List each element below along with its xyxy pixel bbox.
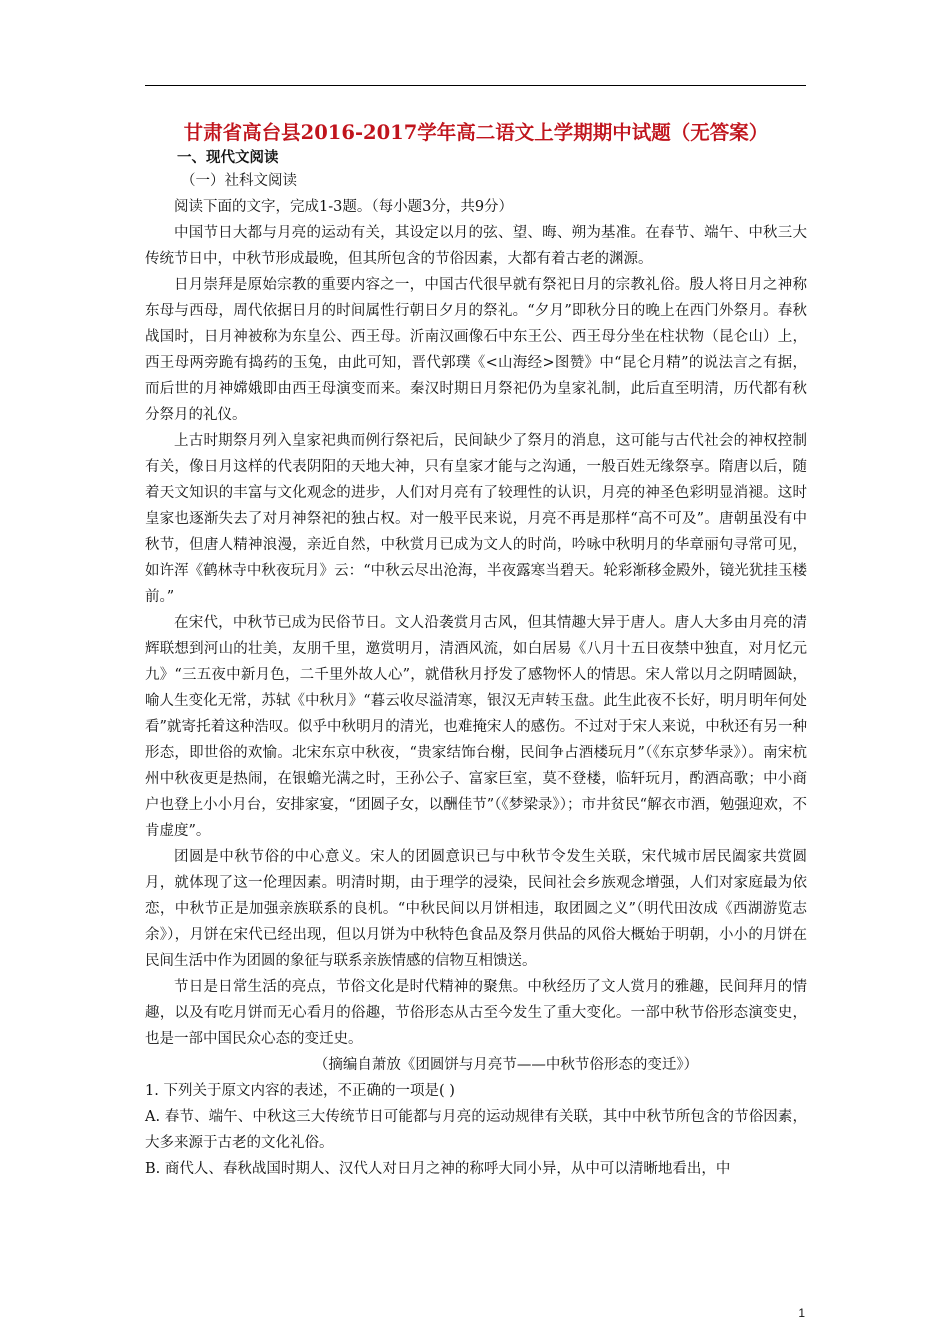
paragraph-4: 在宋代，中秋节已成为民俗节日。文人沿袭赏月古风，但其情趣大异于唐人。唐人大多由月亮的清辉联想到河山的壮美，友朋千里，邀赏明月，清酒风流，如白居易《八月十五日夜禁中独直，对月忆元九》“三五夜中新月色，二千里外故人心”，就借秋月抒发了感物怀人的情思。宋人常以月之阴晴圆缺，喻人生变化无常，苏轼《中秋月》“暮云收尽溢清寒，银汉无声转玉盘。此生此夜不长好，明月明年何处看”就寄托着这种浩叹。似乎中秋明月的清光，也难掩宋人的感伤。不过对于宋人来说，中秋还有另一种形态，即世俗的欢愉。北宋东京中秋夜，“贵家结饰台榭，民间争占酒楼玩月”（《东京梦华录》）。南宋杭州中秋夜更是热闹，在银蟾光满之时，王孙公子、富家巨室，莫不登楼，临轩玩月，酌酒高歌；中小商户也登上小小月台，安排家宴，“团圆子女，以酬佳节”（《梦梁录》）；市井贫民“解衣市酒，勉强迎欢，不肯虚度”。	[145, 615, 807, 839]
paragraph-5: 团圆是中秋节俗的中心意义。宋人的团圆意识已与中秋节令发生关联，宋代城市居民阖家共赏圆月，就体现了这一伦理因素。明清时期，由于理学的浸染，民间社会乡族观念增强，人们对家庭最为依恋，中秋节正是加强亲族联系的良机。“中秋民间以月饼相违，取团圆之义”（明代田汝成《西湖游览志余》），月饼在宋代已经出现，但以月饼为中秋特色食品及祭月供品的风俗大概始于明朝，小小的月饼在民间生活中作为团圆的象征与联系亲族情感的信物互相馈送。	[145, 849, 807, 969]
paragraph-1: 中国节日大都与月亮的运动有关，其设定以月的弦、望、晦、朔为基准。在春节、端午、中秋三大传统节日中，中秋节形成最晚，但其所包含的节俗因素，大都有着古老的渊源。	[145, 225, 807, 267]
paragraph-2: 日月崇拜是原始宗教的重要内容之一，中国古代很早就有祭祀日月的宗教礼俗。殷人将日月之神称东母与西母，周代依据日月的时间属性行朝日夕月的祭礼。“夕月”即秋分日的晚上在西门外祭月。春秋战国时，日月神被称为东皇公、西王母。沂南汉画像石中东王公、西王母分坐在柱状物（昆仑山）上，西王母两旁跪有捣药的玉兔，由此可知，晋代郭璞《<山海经>图赞》中“昆仑月精”的说法言之有据，而后世的月神嫦娥即由西王母演变而来。秦汉时期日月祭祀仍为皇家礼制，此后直至明清，历代都有秋分祭月的礼仪。	[145, 277, 807, 423]
subsection-heading: （一）社科文阅读	[181, 173, 297, 189]
option-b: B. 商代人、春秋战国时期人、汉代人对日月之神的称呼大同小异，从中可以清晰地看出，中	[145, 1161, 731, 1177]
paragraph-3: 上古时期祭月列入皇家祀典而例行祭祀后，民间缺少了祭月的消息，这可能与古代社会的神权控制有关，像日月这样的代表阴阳的天地大神，只有皇家才能与之沟通，一般百姓无缘祭享。隋唐以后，随着天文知识的丰富与文化观念的进步，人们对月亮有了较理性的认识，月亮的神圣色彩明显消褪。这时皇家也逐渐失去了对月神祭祀的独占权。对一般平民来说，月亮不再是那样“高不可及”。唐朝虽没有中秋节，但唐人精神浪漫，亲近自然，中秋赏月已成为文人的时尚，吟咏中秋明月的华章丽句寻常可见，如许浑《鹤林寺中秋夜玩月》云：“中秋云尽出沧海，半夜露寒当碧天。轮彩渐移金殿外，镜光犹挂玉楼前。”	[145, 433, 807, 605]
page-number: 1	[798, 1306, 805, 1320]
question-1: 1. 下列关于原文内容的表述，不正确的一项是( )	[145, 1083, 455, 1099]
paragraph-6: 节日是日常生活的亮点，节俗文化是时代精神的聚焦。中秋经历了文人赏月的雅趣，民间拜月的情趣，以及有吃月饼而无心看月的俗趣，节俗形态从古至今发生了重大变化。一部中秋节俗形态演变史，也是一部中国民众心态的变迁史。	[145, 979, 807, 1047]
instruction-text: 阅读下面的文字，完成1-3题。（每小题3分，共9分）	[174, 199, 514, 215]
header-rule	[145, 85, 806, 86]
option-a: A. 春节、端午、中秋这三大传统节日可能都与月亮的运动规律有关联，其中中秋节所包含的节俗因素，大多来源于古老的文化礼俗。	[145, 1109, 807, 1151]
source-citation: （摘编自萧放《团圆饼与月亮节——中秋节俗形态的变迁》）	[313, 1057, 699, 1073]
document-page	[145, 118, 807, 1182]
document-title: 甘肃省高台县2016-2017学年高二语文上学期期中试题（无答案）	[183, 121, 769, 144]
section-heading: 一、现代文阅读	[177, 149, 279, 166]
